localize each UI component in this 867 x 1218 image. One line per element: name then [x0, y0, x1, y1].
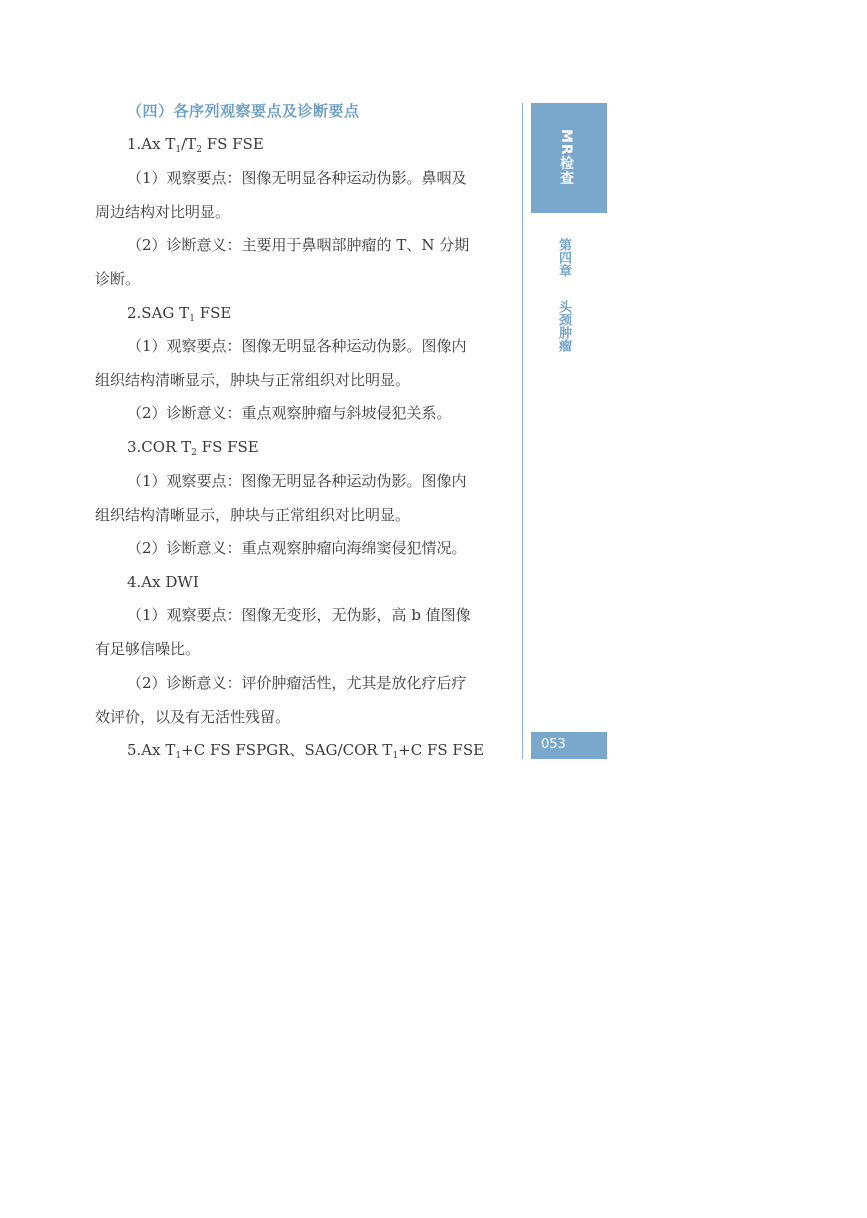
- sequence-2-title: 2.SAG $T_1$ FSE: [127, 304, 232, 324]
- section-title: （四）各序列观察要点及诊断要点: [127, 102, 360, 120]
- sequence-4-title: 4.Ax DWI: [127, 573, 199, 591]
- paragraph-line: 组织结构清晰显示，肿块与正常组织对比明显。: [95, 506, 411, 524]
- paragraph-line: （2）诊断意义：重点观察肿瘤与斜坡侵犯关系。: [127, 404, 452, 422]
- paragraph-line: （1）观察要点：图像无明显各种运动伪影。图像内: [127, 337, 467, 355]
- paragraph-line: （2）诊断意义：主要用于鼻咽部肿瘤的 T、N 分期: [127, 236, 470, 254]
- sequence-3-title: 3.COR $T_2$ FS FSE: [127, 438, 259, 458]
- paragraph-line: 组织结构清晰显示，肿块与正常组织对比明显。: [95, 371, 411, 389]
- paragraph-line: （1）观察要点：图像无明显各种运动伪影。鼻咽及: [127, 169, 467, 187]
- paragraph-line: 诊断。: [95, 270, 141, 288]
- chapter-label: [555, 238, 571, 352]
- paragraph-line: 效评价，以及有无活性残留。: [95, 708, 291, 726]
- paragraph-line: 周边结构对比明显。: [95, 203, 231, 221]
- sequence-1-title: 1.Ax $T_1/T_2$ FS FSE: [127, 135, 264, 155]
- section-tab-label: MR检查: [558, 129, 574, 186]
- sidebar-divider: [522, 103, 523, 759]
- paragraph-line: （2）诊断意义：评价肿瘤活性，尤其是放化疗后疗: [127, 674, 467, 692]
- paragraph-line: （1）观察要点：图像无明显各种运动伪影。图像内: [127, 472, 467, 490]
- chapter-topic: 头颈肿瘤: [556, 300, 571, 353]
- page-number: 053: [541, 737, 566, 752]
- sequence-5-title: 5.Ax $T_1+C$ FS FSPGR、SAG/COR $T_1+C$ FS FSE: [127, 741, 485, 761]
- paragraph-line: （1）观察要点：图像无变形，无伪影，高 b 值图像: [127, 606, 471, 624]
- chapter-number: 第四章: [556, 238, 571, 277]
- paragraph-line: 有足够信噪比。: [95, 640, 201, 658]
- paragraph-line: （2）诊断意义：重点观察肿瘤向海绵窦侵犯情况。: [127, 539, 467, 557]
